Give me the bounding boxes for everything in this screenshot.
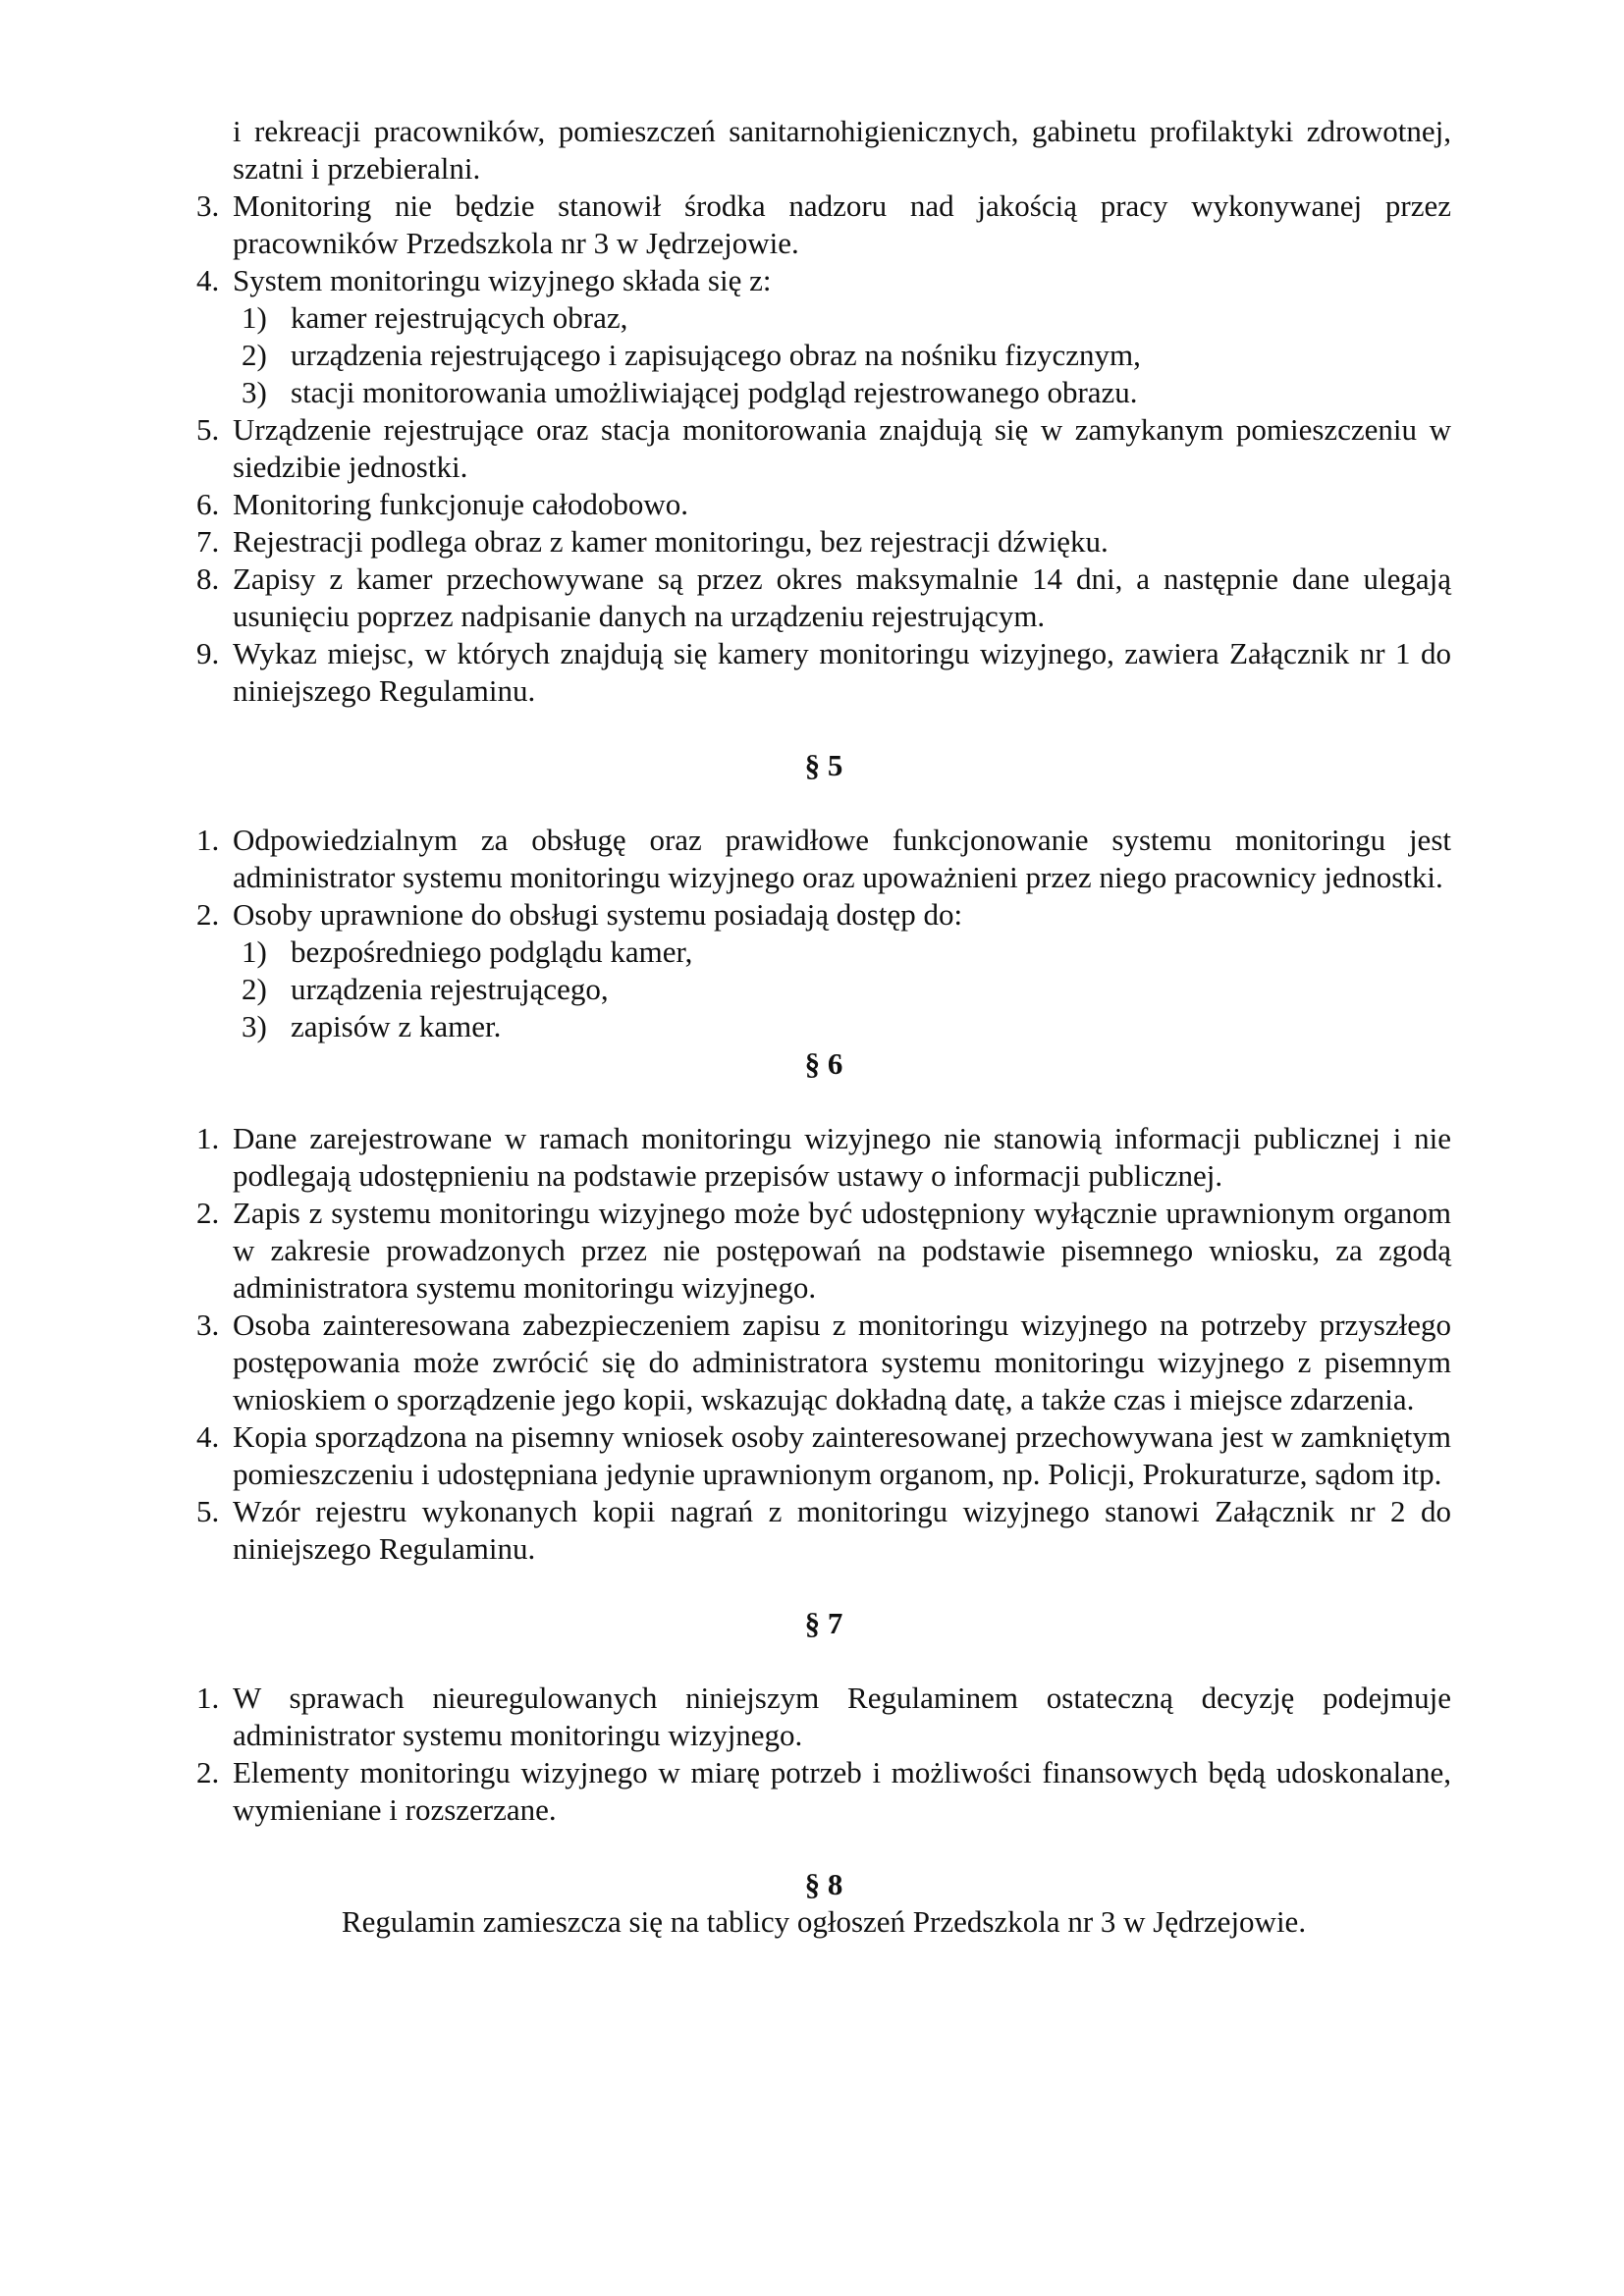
item-text: Zapis z systemu monitoringu wizyjnego może być udostępniony wyłącznie uprawnionym organom w zakresie prowadzonych przez nie postępowań na podstawie pisemnego wniosku, za zgodą administratora systemu monitoringu wizyjnego.	[233, 1196, 1451, 1305]
item-number: 1.	[196, 1681, 220, 1715]
list-item	[196, 187, 1451, 262]
intro-continuation: i rekreacji pracowników, pomieszczeń sanitarnohigienicznych, gabinetu profilaktyki zdrowotnej, szatni i przebieralni.	[233, 114, 1451, 186]
list-item	[196, 1195, 1451, 1307]
section-heading: § 7	[804, 1606, 843, 1640]
list-item	[196, 1418, 1451, 1493]
item-text: Elementy monitoringu wizyjnego w miarę potrzeb i możliwości finansowych będą udoskonalane, wymieniane i rozszerzane.	[233, 1755, 1451, 1827]
list-item	[196, 561, 1451, 635]
item-number: 3.	[196, 188, 220, 223]
sub-list-item	[242, 1008, 1451, 1045]
item-text: Kopia sporządzona na pisemny wniosek osoby zainteresowanej przechowywana jest w zamkniętym pomieszczeniu i udostępniana jedynie uprawnionym organom, np. Policji, Prokuraturze, sądom itp.	[233, 1419, 1451, 1491]
item-number: 1.	[196, 823, 220, 857]
item-text: W sprawach nieuregulowanych niniejszym Regulaminem ostateczną decyzję podejmuje administrator systemu monitoringu wizyjnego.	[233, 1681, 1451, 1752]
sub-list-item	[242, 934, 1451, 971]
item-text: Monitoring funkcjonuje całodobowo.	[233, 487, 689, 521]
list-item	[196, 896, 1451, 934]
list-item	[196, 486, 1451, 523]
sub-item-text: urządzenia rejestrującego i zapisującego obraz na nośniku fizycznym,	[291, 338, 1141, 372]
list-item	[196, 1307, 1451, 1418]
sub-item-number: 3)	[242, 375, 267, 409]
item-text: Odpowiedzialnym za obsługę oraz prawidłowe funkcjonowanie systemu monitoringu jest administrator systemu monitoringu wizyjnego oraz upoważnieni przez niego pracownicy jednostki.	[233, 823, 1451, 894]
sub-list-item	[242, 374, 1451, 411]
item-text: Dane zarejestrowane w ramach monitoringu wizyjnego nie stanowią informacji publicznej i nie podlegają udostępnieniu na podstawie przepisów ustawy o informacji publicznej.	[233, 1121, 1451, 1193]
sub-item-number: 2)	[242, 972, 267, 1006]
sub-item-text: zapisów z kamer.	[291, 1009, 502, 1043]
item-text: Monitoring nie będzie stanowił środka nadzoru nad jakością pracy wykonywanej przez pracowników Przedszkola nr 3 w Jędrzejowie.	[233, 188, 1451, 260]
sub-item-number: 1)	[242, 934, 267, 969]
item-number: 2.	[196, 897, 220, 932]
section-heading: § 5	[804, 748, 843, 782]
list-item	[196, 1120, 1451, 1195]
sub-item-text: kamer rejestrujących obraz,	[291, 300, 628, 335]
sub-list	[242, 934, 1451, 1045]
item-number: 8.	[196, 561, 220, 596]
section-heading: § 8	[804, 1867, 843, 1901]
item-text: Wykaz miejsc, w których znajdują się kamery monitoringu wizyjnego, zawiera Załącznik nr 1 do niniejszego Regulaminu.	[233, 636, 1451, 708]
item-text: Urządzenie rejestrujące oraz stacja monitorowania znajdują się w zamykanym pomieszczeniu w siedzibie jednostki.	[233, 412, 1451, 484]
sub-item-number: 1)	[242, 300, 267, 335]
item-number: 4.	[196, 263, 220, 297]
list-item	[196, 262, 1451, 299]
sub-item-number: 2)	[242, 338, 267, 372]
item-number: 4.	[196, 1419, 220, 1454]
closing-statement: Regulamin zamieszcza się na tablicy ogłoszeń Przedszkola nr 3 w Jędrzejowie.	[341, 1904, 1307, 1939]
list-item	[196, 635, 1451, 710]
sub-item-text: urządzenia rejestrującego,	[291, 972, 609, 1006]
list-item	[196, 1680, 1451, 1754]
list-item	[196, 822, 1451, 896]
list-item	[196, 523, 1451, 561]
sub-list-item	[242, 971, 1451, 1008]
section-heading: § 6	[804, 1046, 843, 1081]
item-text: Rejestracji podlega obraz z kamer monitoringu, bez rejestracji dźwięku.	[233, 524, 1109, 559]
item-number: 9.	[196, 636, 220, 670]
sub-item-text: bezpośredniego podglądu kamer,	[291, 934, 693, 969]
item-number: 1.	[196, 1121, 220, 1155]
list-item	[196, 1493, 1451, 1568]
item-text: Osoba zainteresowana zabezpieczeniem zapisu z monitoringu wizyjnego na potrzeby przyszłego postępowania może zwrócić się do administratora systemu monitoringu wizyjnego z pisemnym wnioskiem o sporządzenie jego kopii, wskazując dokładną datę, a także czas i miejsce zdarzenia.	[233, 1308, 1451, 1416]
sub-item-text: stacji monitorowania umożliwiającej podgląd rejestrowanego obrazu.	[291, 375, 1138, 409]
list-item	[196, 1754, 1451, 1829]
sub-list-item	[242, 299, 1451, 337]
item-text: Zapisy z kamer przechowywane są przez okres maksymalnie 14 dni, a następnie dane ulegają usunięciu poprzez nadpisanie danych na urządzeniu rejestrującym.	[233, 561, 1451, 633]
sub-item-number: 3)	[242, 1009, 267, 1043]
item-number: 2.	[196, 1196, 220, 1230]
list-item	[196, 411, 1451, 486]
item-number: 7.	[196, 524, 220, 559]
item-text: Wzór rejestru wykonanych kopii nagrań z monitoringu wizyjnego stanowi Załącznik nr 2 do niniejszego Regulaminu.	[233, 1494, 1451, 1566]
item-number: 5.	[196, 412, 220, 447]
item-number: 6.	[196, 487, 220, 521]
sub-list	[242, 299, 1451, 411]
item-number: 3.	[196, 1308, 220, 1342]
item-number: 2.	[196, 1755, 220, 1789]
item-text: System monitoringu wizyjnego składa się z:	[233, 263, 772, 297]
item-text: Osoby uprawnione do obsługi systemu posiadają dostęp do:	[233, 897, 963, 932]
item-number: 5.	[196, 1494, 220, 1528]
sub-list-item	[242, 337, 1451, 374]
